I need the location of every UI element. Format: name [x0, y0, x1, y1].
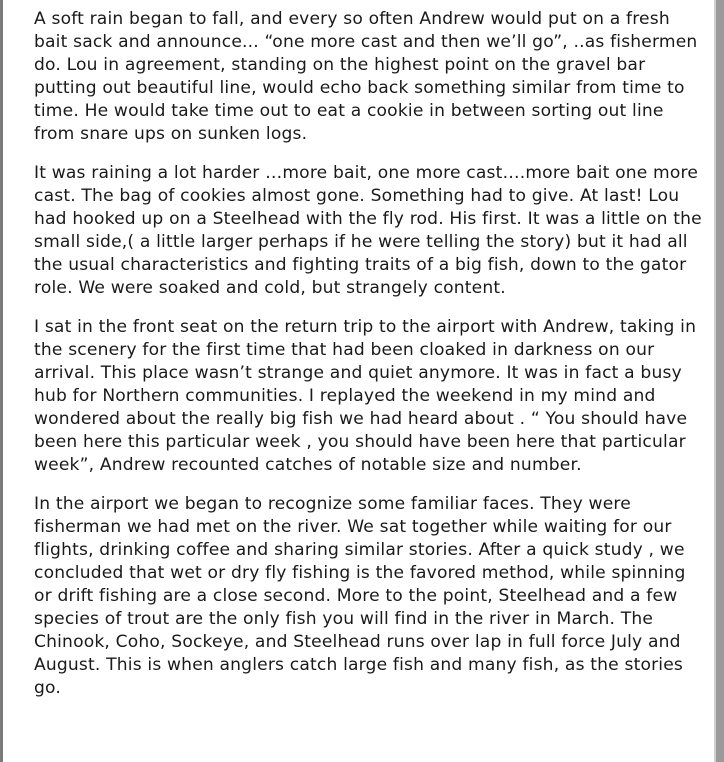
- paragraph-4: In the airport we began to recognize some familiar faces. They were fisherman we had met on the river. We sat together while waiting for our flights, drinking coffee and sharing similar stories. After a quick study , we concluded that wet or dry fly fishing is the favored method, while spinning or drift fishing are a close second. More to the point, Steelhead and a few species of trout are the only fish you will find in the river in March. The Chinook, Coho, Sockeye, and Steelhead runs over lap in full force July and August. This is when anglers catch large fish and many fish, as the stories go.: [34, 494, 686, 698]
- paragraph-2: It was raining a lot harder …more bait, one more cast….more bait one more cast. The bag of cookies almost gone. Something had to give. At last! Lou had hooked up on a Steelhead with the fly rod. His first. It was a little on the small side,( a little larger perhaps if he were telling the story) but it had all the usual characteristics and fighting traits of a big fish, down to the gator role. We were soaked and cold, but strangely content.: [34, 163, 702, 298]
- article-body: [34, 8, 706, 700]
- paragraph-1: A soft rain began to fall, and every so often Andrew would put on a fresh bait sack and announce... “one more cast and then we’ll go”, ..as fishermen do. Lou in agreement, standing on the highest point on the gravel bar putting out beautiful line, would echo back something similar from time to time. He would take time out to eat a cookie in between sorting out line from snare ups on sunken logs.: [34, 9, 698, 144]
- paragraph-3: I sat in the front seat on the return trip to the airport with Andrew, taking in the scenery for the first time that had been cloaked in darkness on our arrival. This place wasn’t strange and quiet anymore. It was in fact a busy hub for Northern communities. I replayed the weekend in my mind and wondered about the really big fish we had heard about . “ You should have been here this particular week , you should have been here that particular week”, Andrew recounted catches of notable size and number.: [34, 317, 697, 475]
